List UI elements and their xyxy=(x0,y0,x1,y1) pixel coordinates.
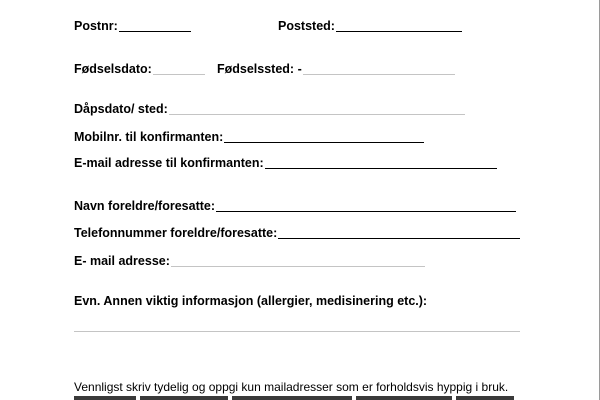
fodselssted-row xyxy=(217,62,455,77)
email-foreldre-label: E- mail adresse: xyxy=(74,254,170,268)
dapsdato-label: Dåpsdato/ sted: xyxy=(74,102,168,116)
telefon-foreldre-label: Telefonnummer foreldre/foresatte: xyxy=(74,226,278,240)
email-konfirmant-label: E-mail adresse til konfirmanten: xyxy=(74,156,264,170)
email-konfirmant-field[interactable] xyxy=(265,168,497,169)
email-foreldre-field[interactable] xyxy=(171,266,425,267)
poststed-label: Poststed: xyxy=(278,19,335,33)
fodselsdato-field[interactable] xyxy=(153,74,205,75)
annen-info-row xyxy=(74,294,427,309)
fodselssted-label: Fødselssted: - xyxy=(217,62,302,76)
annen-info-field[interactable] xyxy=(74,331,520,332)
fodselsdato-row xyxy=(74,62,205,77)
telefon-foreldre-field[interactable] xyxy=(278,238,520,239)
cropped-text-line xyxy=(74,396,514,400)
mobilnr-row xyxy=(74,130,424,145)
fodselsdato-label: Fødselsdato: xyxy=(74,62,152,76)
annen-info-label: Evn. Annen viktig informasjon (allergier, medisinering etc.): xyxy=(74,294,428,308)
mobilnr-field[interactable] xyxy=(224,142,424,143)
navn-foreldre-label: Navn foreldre/foresatte: xyxy=(74,199,216,213)
email-foreldre-row xyxy=(74,254,425,269)
poststed-row xyxy=(278,19,462,34)
postnr-label: Postnr: xyxy=(74,19,118,33)
fodselssted-field[interactable] xyxy=(303,74,455,75)
dapsdato-field[interactable] xyxy=(169,114,465,115)
dapsdato-row xyxy=(74,102,465,117)
postnr-field[interactable] xyxy=(119,31,191,32)
postnr-row xyxy=(74,19,191,34)
navn-foreldre-field[interactable] xyxy=(216,211,516,212)
instruction-note: Vennligst skriv tydelig og oppgi kun mailadresser som er forholdsvis hyppig i bruk. xyxy=(74,380,509,394)
poststed-field[interactable] xyxy=(336,31,462,32)
mobilnr-label: Mobilnr. til konfirmanten: xyxy=(74,130,224,144)
navn-foreldre-row xyxy=(74,199,516,214)
telefon-foreldre-row xyxy=(74,226,520,241)
email-konfirmant-row xyxy=(74,156,497,171)
